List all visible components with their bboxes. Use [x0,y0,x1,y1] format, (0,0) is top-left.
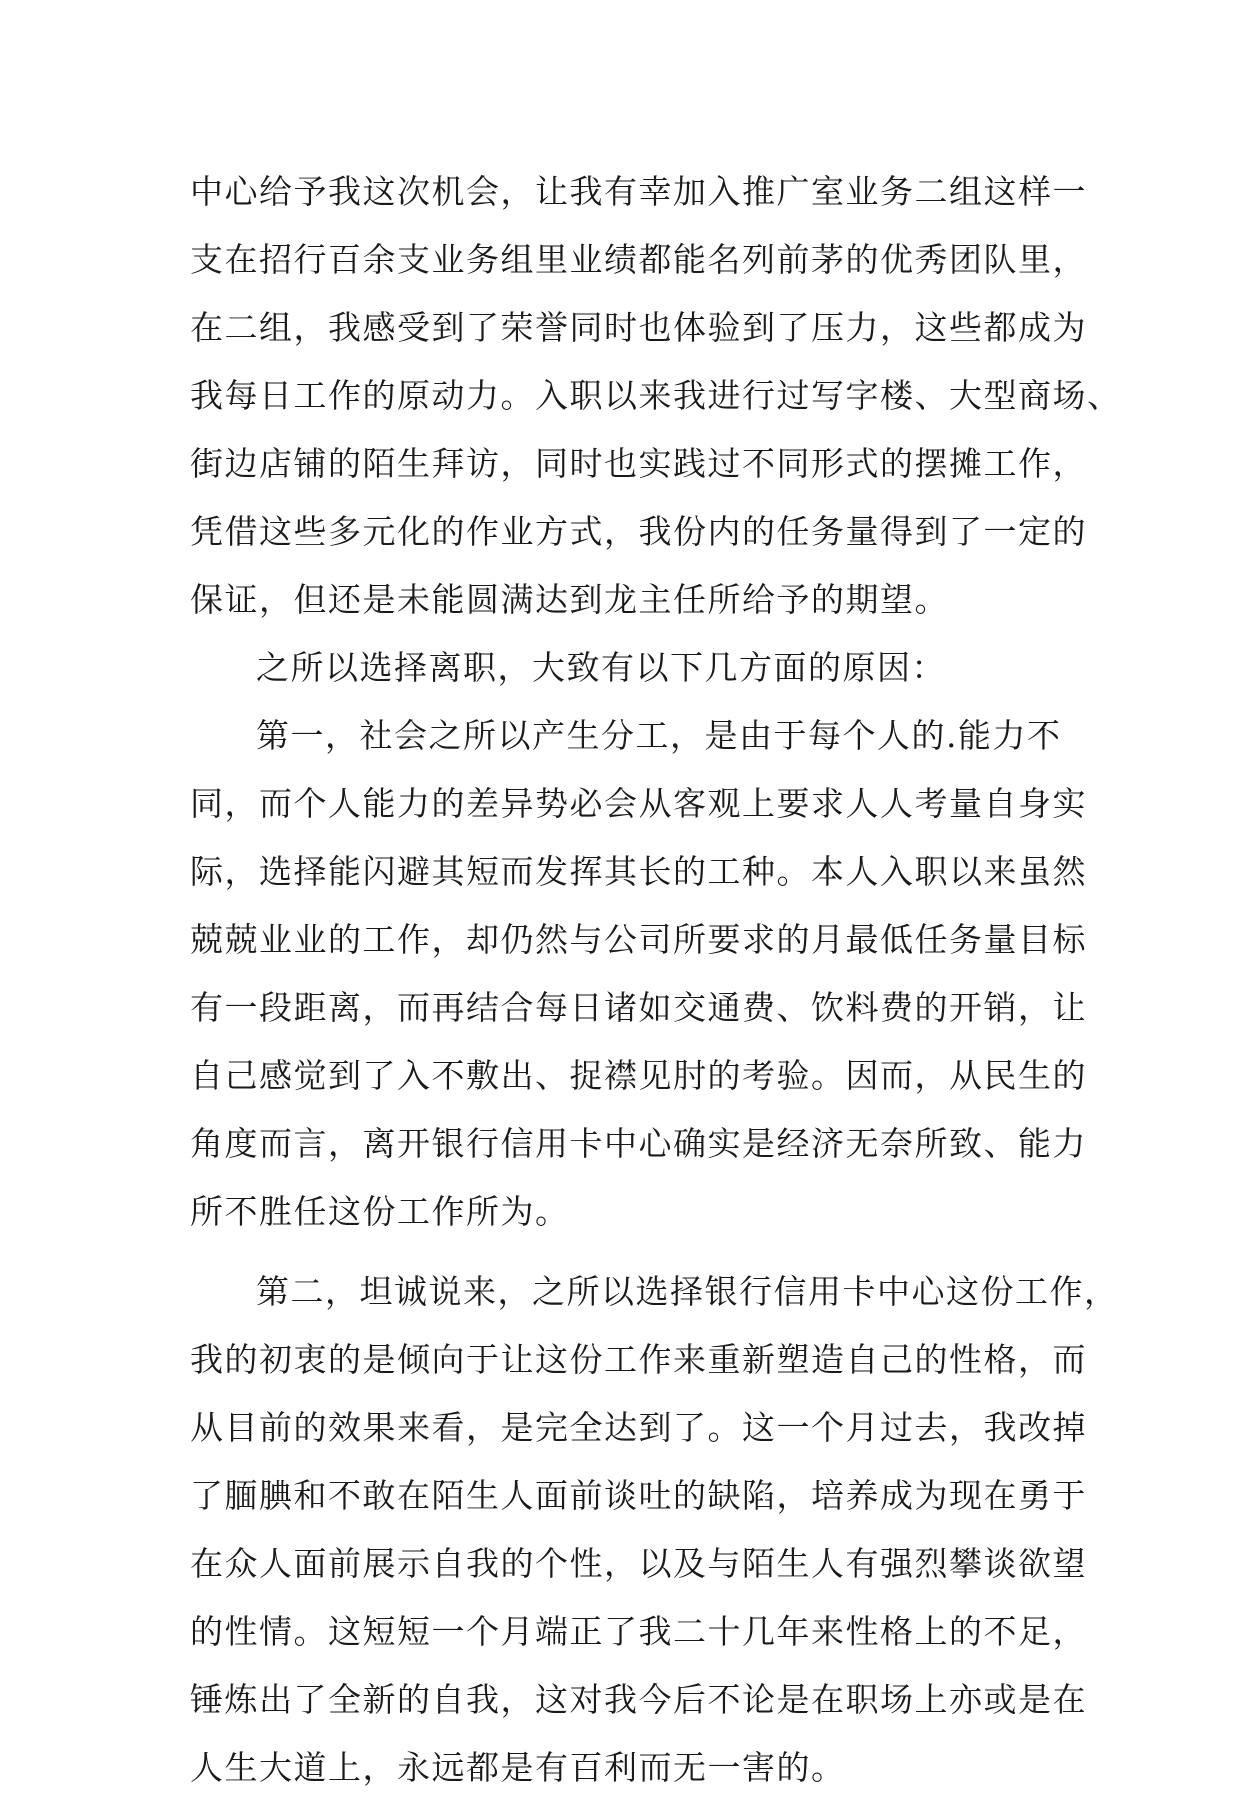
paragraph-line: 际，选择能闪避其短而发挥其长的工种。本人入职以来虽然 [190,852,1087,891]
paragraph-line: 人生大道上，永远都是有百利而无一害的。 [190,1748,846,1787]
paragraph-line: 兢兢业业的工作，却仍然与公司所要求的月最低任务量目标 [190,920,1087,959]
paragraph-line: 有一段距离，而再结合每日诸如交通费、饮料费的开销，让 [190,988,1087,1027]
paragraph-line: 从目前的效果来看，是完全达到了。这一个月过去，我改掉 [190,1408,1087,1447]
paragraph-line: 保证，但还是未能圆满达到龙主任所给予的期望。 [190,580,949,619]
paragraph-line: 在众人面前展示自我的个性，以及与陌生人有强烈攀谈欲望 [190,1544,1087,1583]
paragraph-line: 第一，社会之所以产生分工，是由于每个人的.能力不 [256,716,1062,755]
paragraph-line: 所不胜任这份工作所为。 [190,1192,570,1231]
paragraph-line: 同，而个人能力的差异势必会从客观上要求人人考量自身实 [190,784,1087,823]
paragraph-1 [190,158,1122,634]
paragraph-line: 街边店铺的陌生拜访，同时也实践过不同形式的摆摊工作， [190,444,1087,483]
paragraph-line: 第二，坦诚说来，之所以选择银行信用卡中心这份工作， [256,1272,1119,1311]
paragraph-line: 锤炼出了全新的自我，这对我今后不论是在职场上亦或是在 [190,1680,1087,1719]
document-body [190,158,1122,1802]
paragraph-2 [190,634,1050,702]
paragraph-gap [190,1246,1050,1258]
paragraph-line: 的性情。这短短一个月端正了我二十几年来性格上的不足， [190,1612,1087,1651]
paragraph-line: 凭借这些多元化的作业方式，我份内的任务量得到了一定的 [190,512,1087,551]
paragraph-line: 中心给予我这次机会，让我有幸加入推广室业务二组这样一 [190,172,1087,211]
paragraph-line: 自己感觉到了入不敷出、捉襟见肘的考验。因而，从民生的 [190,1056,1087,1095]
paragraph-line: 在二组，我感受到了荣誉同时也体验到了压力，这些都成为 [190,308,1087,347]
paragraph-line: 之所以选择离职，大致有以下几方面的原因： [256,648,946,687]
paragraph-line: 角度而言，离开银行信用卡中心确实是经济无奈所致、能力 [190,1124,1087,1163]
paragraph-3 [190,702,1087,1246]
paragraph-line: 支在招行百余支业务组里业绩都能名列前茅的优秀团队里， [190,240,1087,279]
paragraph-line: 我每日工作的原动力。入职以来我进行过写字楼、大型商场、 [190,376,1122,415]
paragraph-4 [190,1258,1119,1802]
paragraph-line: 了腼腆和不敢在陌生人面前谈吐的缺陷，培养成为现在勇于 [190,1476,1087,1515]
paragraph-line: 我的初衷的是倾向于让这份工作来重新塑造自己的性格，而 [190,1340,1087,1379]
